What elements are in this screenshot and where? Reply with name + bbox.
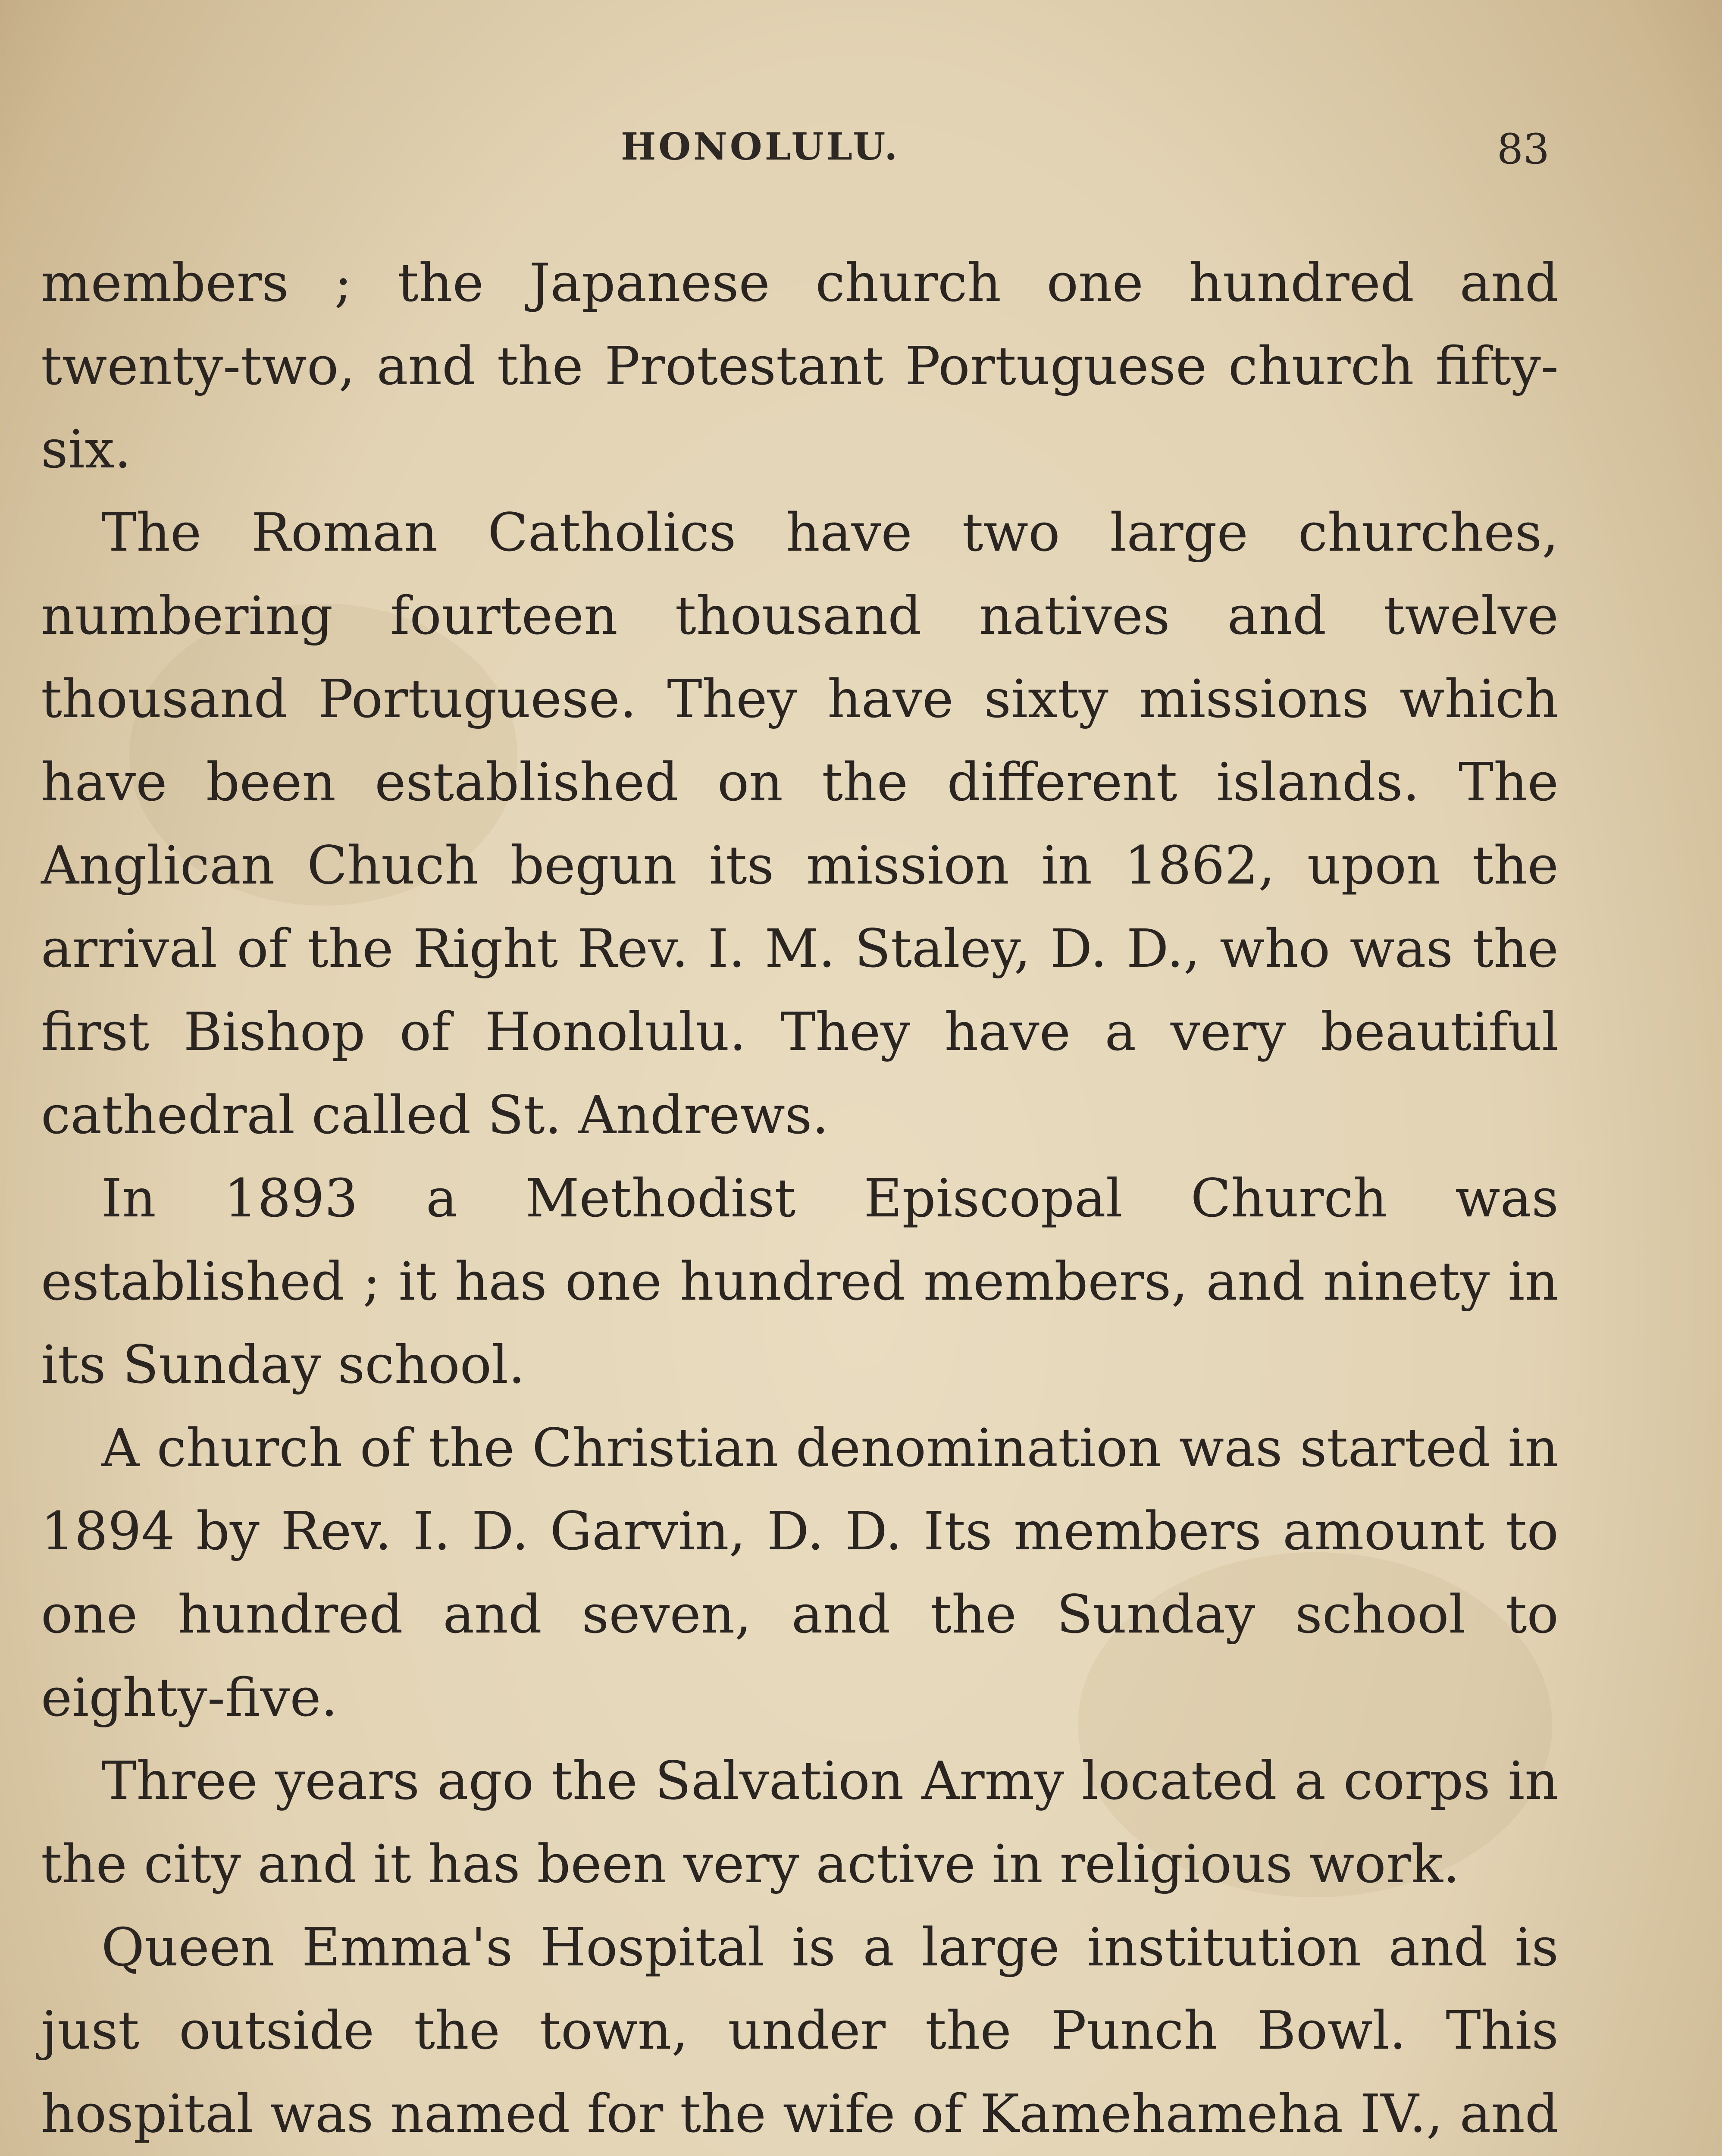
paragraph: In 1893 a Methodist Episcopal Church was established ; it has one hundred members, and ninety in its Sunday school. <box>41 1168 1559 1395</box>
body-text <box>41 241 1559 2156</box>
page-number: 83 <box>1497 125 1550 173</box>
paragraph: Three years ago the Salvation Army located a corps in the city and it has been very active in religious work. <box>41 1750 1559 1895</box>
page-header <box>0 125 1722 177</box>
running-head: HONOLULU. <box>621 125 900 169</box>
paragraph: members ; the Japanese church one hundred and twenty-two, and the Protestant Portuguese church fifty-six. <box>41 252 1559 480</box>
paragraph: Queen Emma's Hospital is a large institution and is just outside the town, under the Punch Bowl. This hospital was named for the wife of Kamehameha IV., and <box>41 1917 1559 2144</box>
paragraph: The Roman Catholics have two large churches, numbering fourteen thousand natives and twelve thousand Portuguese. They have sixty missions which have been established on the different islands. The Anglican Chuch begun its mission in 1862, upon the arrival of the Right Rev. I. M. Staley, D. D., who was the first Bishop of Honolulu. They have a very beautiful cathedral called St. Andrews. <box>41 502 1559 1146</box>
paragraph: A church of the Christian denomination was started in 1894 by Rev. I. D. Garvin, D. D. Its members amount to one hundred and seven, and the Sunday school to eighty-five. <box>41 1417 1559 1728</box>
